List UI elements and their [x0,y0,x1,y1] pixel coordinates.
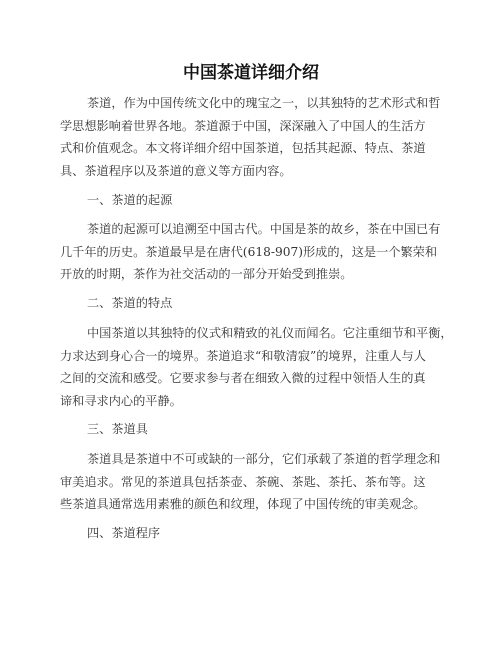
paragraph-line: 具、茶道程序以及茶道的意义等方面内容。 [60,163,292,178]
paragraph-line: 学思想影响着世界各地。茶道源于中国，深深融入了中国人的生活方 [60,118,426,133]
section-heading-text: 三、茶道具 [87,422,148,436]
paragraph-line: 式和价值观念。本文将详细介绍中国茶道，包括其起源、特点、茶道 [60,141,426,155]
paragraph-line: 之间的交流和感受。它要求参与者在细致入微的过程中领悟人生的真 [60,371,426,385]
section-heading-procedure [60,522,460,545]
paragraph-line: 力求达到身心合一的境界。茶道追求“和敬清寂”的境界，注重人与人 [60,348,426,363]
paragraph-utensils [60,448,460,516]
paragraph-intro [60,92,460,182]
section-heading-text: 四、茶道程序 [87,526,161,540]
paragraph-line: 审美追求。常见的茶道具包括茶壶、茶碗、茶匙、茶托、茶布等。这 [60,474,426,489]
page-title: 中国茶道详细介绍 [183,63,319,83]
paragraph-line: 中国茶道以其独特的仪式和精致的礼仪而闻名。它注重细节和平衡， [87,326,453,340]
paragraph-line: 几千年的历史。茶道最早是在唐代(618-907)形成的，这是一个繁荣和 [60,244,438,259]
section-heading-text: 二、茶道的特点 [87,296,173,310]
paragraph-line: 些茶道具通常选用素雅的颜色和纹理，体现了中国传统的审美观念。 [60,497,426,511]
section-heading-utensils [60,418,460,441]
section-heading-features [60,292,460,315]
paragraph-line: 茶道，作为中国传统文化中的瑰宝之一，以其独特的艺术形式和哲 [87,96,441,110]
paragraph-line: 谛和寻求内心的平静。 [60,393,182,408]
paragraph-origin [60,218,460,286]
section-heading-text: 一、茶道的起源 [87,193,173,207]
paragraph-line: 茶道的起源可以追溯至中国古代。中国是茶的故乡，茶在中国已有 [87,222,441,236]
paragraph-line: 开放的时期，茶作为社交活动的一部分开始受到推崇。 [60,267,353,281]
paragraph-line: 茶道具是茶道中不可或缺的一部分，它们承载了茶道的哲学理念和 [87,452,441,466]
paragraph-features [60,322,460,412]
section-heading-origin [60,189,460,212]
